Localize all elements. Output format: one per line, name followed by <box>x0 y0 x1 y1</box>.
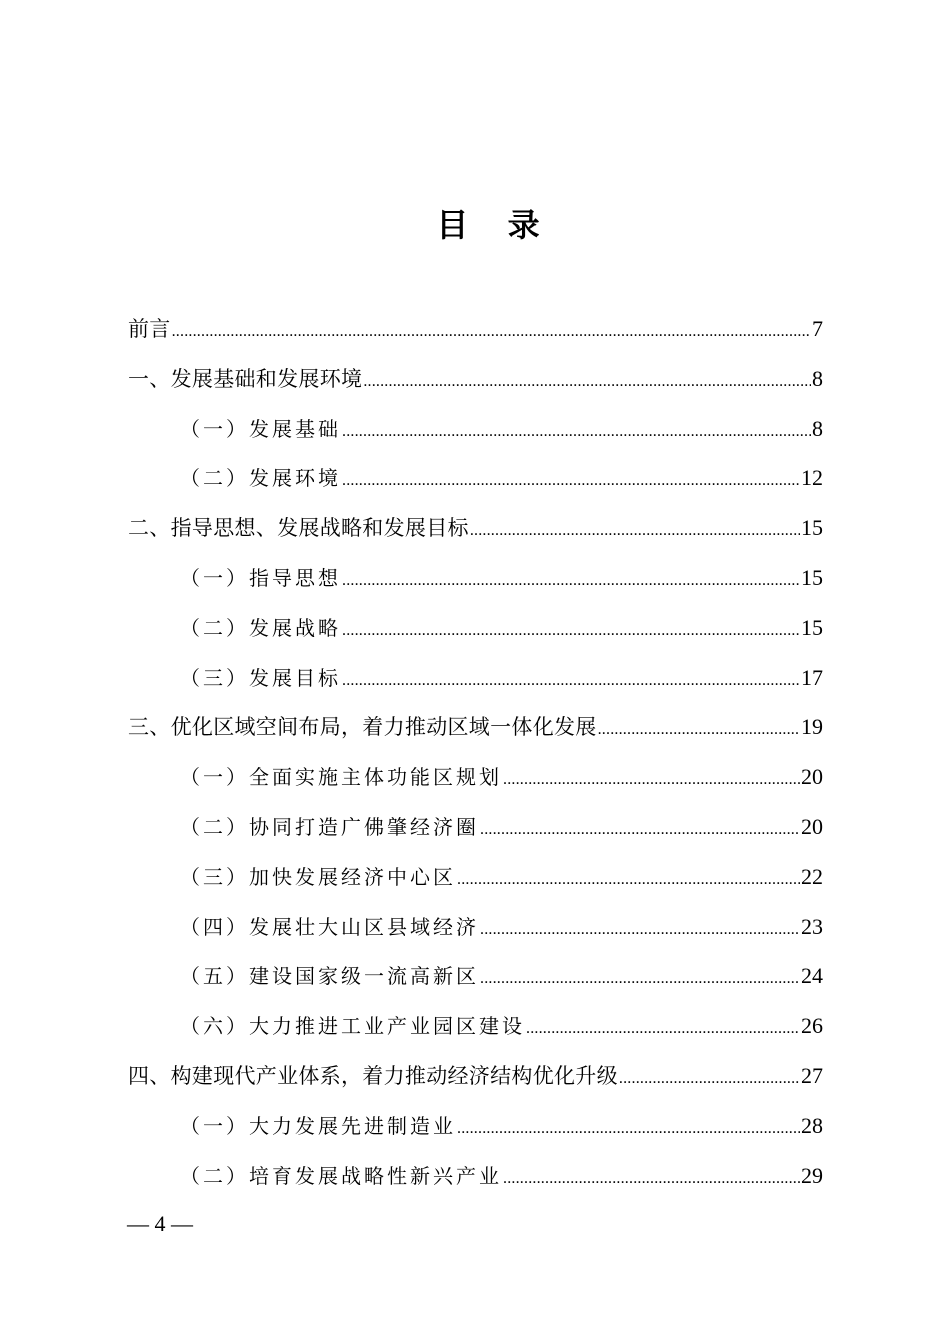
page-footer-number: — 4 — <box>127 1211 193 1236</box>
toc-entry-label: （一）发展基础 <box>180 416 341 441</box>
toc-entry-label: （三）发展目标 <box>180 665 341 690</box>
dot-leader <box>342 461 800 501</box>
toc-entry-label: （五）建设国家级一流高新区 <box>180 964 479 989</box>
toc-page-number: 26 <box>801 1013 823 1039</box>
toc-page-number: 15 <box>801 515 823 541</box>
dot-leader <box>526 1009 800 1049</box>
toc-page-number: 27 <box>801 1062 823 1088</box>
toc-entry-label: 前言 <box>128 317 171 341</box>
dot-leader <box>470 511 800 551</box>
dot-leader <box>342 561 800 601</box>
toc-entry[interactable] <box>128 1106 823 1156</box>
toc-page-number: 19 <box>801 714 823 740</box>
toc-entry[interactable] <box>128 359 823 409</box>
toc-page-number: 20 <box>801 813 823 839</box>
toc-page-number: 20 <box>801 764 823 790</box>
dot-leader <box>503 760 800 800</box>
toc-page-number: 12 <box>801 465 823 491</box>
toc-entry[interactable] <box>128 409 823 459</box>
toc-entry-label: （二）协同打造广佛肇经济圈 <box>180 814 479 839</box>
dot-leader <box>480 959 800 999</box>
toc-page-number: 15 <box>801 614 823 640</box>
toc-entry[interactable] <box>128 807 823 857</box>
dot-leader <box>457 860 800 900</box>
toc-entry-label: （四）发展壮大山区县域经济 <box>180 914 479 939</box>
toc-page-number: 28 <box>801 1112 823 1138</box>
toc-entry-label: （二）培育发展战略性新兴产业 <box>180 1163 502 1188</box>
dot-leader <box>172 312 811 352</box>
toc-entry-label: （三）加快发展经济中心区 <box>180 864 456 889</box>
toc-page-number: 17 <box>801 664 823 690</box>
toc-entry-label: （一）指导思想 <box>180 565 341 590</box>
toc-entry-label: 四、构建现代产业体系，着力推动经济结构优化升级 <box>128 1063 618 1088</box>
dot-leader <box>503 1159 800 1199</box>
dot-leader <box>342 412 811 452</box>
dot-leader <box>480 910 800 950</box>
toc-entry-label: （一）大力发展先进制造业 <box>180 1113 456 1138</box>
toc-entry[interactable] <box>128 1006 823 1056</box>
toc-entry[interactable] <box>128 707 823 757</box>
toc-entry-label: （二）发展环境 <box>180 466 341 491</box>
toc-entry[interactable] <box>128 508 823 558</box>
dot-leader <box>619 1059 800 1099</box>
toc-entry[interactable] <box>128 907 823 957</box>
toc-entry[interactable] <box>128 608 823 658</box>
toc-page-number: 23 <box>801 913 823 939</box>
dot-leader <box>363 362 811 402</box>
toc-entry[interactable] <box>128 757 823 807</box>
toc-entry-label: 一、发展基础和发展环境 <box>128 366 363 391</box>
toc-entry-label: （二）发展战略 <box>180 615 341 640</box>
dot-leader <box>480 810 800 850</box>
toc-entry-label: （一）全面实施主体功能区规划 <box>180 765 502 790</box>
toc-entry[interactable] <box>128 458 823 508</box>
toc-page-number: 7 <box>812 316 823 341</box>
dot-leader <box>598 710 800 750</box>
toc-page-number: 22 <box>801 863 823 889</box>
dot-leader <box>342 661 800 701</box>
dot-leader <box>342 611 800 651</box>
toc-entry[interactable] <box>128 857 823 907</box>
toc-entry[interactable] <box>128 1056 823 1106</box>
dot-leader <box>457 1109 800 1149</box>
toc-page-number: 8 <box>812 365 823 391</box>
toc-entry[interactable] <box>128 309 823 359</box>
toc-entry[interactable] <box>128 558 823 608</box>
toc-page-number: 8 <box>812 415 823 441</box>
page-title: 目 录 <box>436 206 554 244</box>
toc-page-number: 29 <box>801 1162 823 1188</box>
toc-entry-label: 三、优化区域空间布局，着力推动区域一体化发展 <box>128 715 597 740</box>
toc-entry[interactable] <box>128 658 823 708</box>
toc-page-number: 15 <box>801 564 823 590</box>
toc-entry[interactable] <box>128 1156 823 1206</box>
toc-entry-label: （六）大力推进工业产业园区建设 <box>180 1014 525 1039</box>
toc-page-number: 24 <box>801 963 823 989</box>
toc-entry[interactable] <box>128 956 823 1006</box>
toc-entry-label: 二、指导思想、发展战略和发展目标 <box>128 516 469 541</box>
table-of-contents <box>128 309 823 1205</box>
